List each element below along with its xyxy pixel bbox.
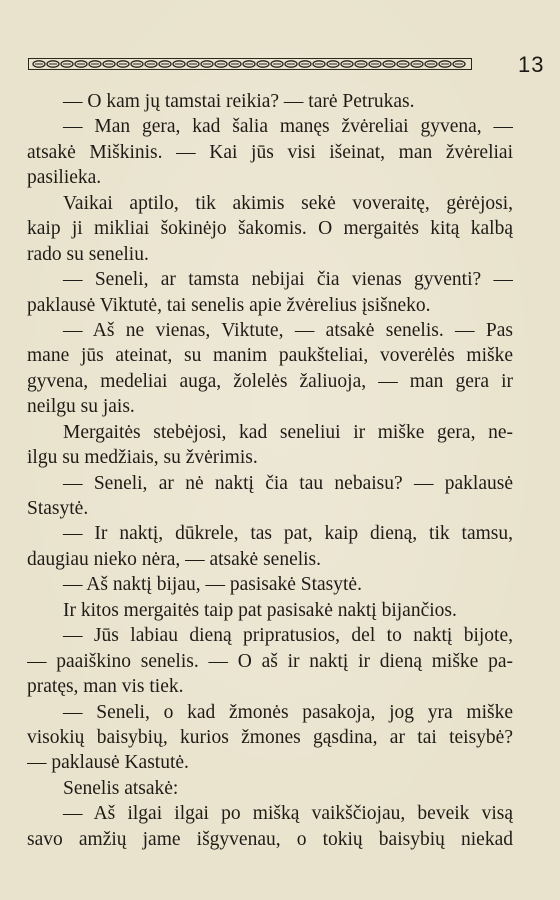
text-line: — O kam jų tamstai reikia? — tarė Petrukas. [63,91,415,112]
text-line: pratęs, man vis tiek. [27,676,184,698]
text-line: — Aš naktį bijau, — pasisakė Stasytė. [63,574,362,596]
text-line: — Jūs labiau dieną pripratusios, del to naktį bijote, [63,625,513,647]
text-line: rado su seneliu. [27,243,149,265]
text-line: paklausė Viktutė, tai senelis apie žvėrelius įsišneko. [27,294,431,316]
text-line: Senelis atsakė: [63,777,179,799]
text-line: daugiau nieko nėra, — atsakė senelis. [27,548,322,570]
text-line: mane jūs ateinat, su manim paukšteliai, voverėlės miške [27,345,513,367]
text-line: savo amžių jame išgyvenau, o tokių baisybių niekad [27,828,513,850]
decorative-border-ornament [28,58,472,70]
text-line: ilgu su medžiais, su žvėrimis. [27,447,258,469]
text-line: gyvena, medeliai auga, žolelės žaliuoja, — man gera ir [27,370,513,392]
page-number: 13 [518,52,545,77]
text-line: atsakė Miškinis. — Kai jūs visi išeinat, man žvėreliai [27,141,513,163]
text-line: — Aš ne vienas, Viktute, — atsakė senelis. — Pas [63,319,513,341]
text-line: pasilieka. [27,167,102,189]
text-line: Mergaitės stebėjosi, kad seneliui ir miške gera, ne- [63,421,513,443]
text-line: Ir kitos mergaitės taip pat pasisakė naktį bijančios. [63,599,457,621]
text-line: — Seneli, ar nė naktį čia tau nebaisu? — paklausė [63,472,513,494]
body-text [27,89,513,852]
text-line: — Aš ilgai ilgai po mišką vaikščiojau, beveik visą [63,803,513,825]
text-line: Vaikai aptilo, tik akimis sekė voveraitę, gėrėjosi, [63,192,513,214]
text-line: — Ir naktį, dūkrele, tas pat, kaip dieną, tik tamsu, [63,523,513,545]
page-header [28,52,548,78]
text-line: — paklausė Kastutė. [27,752,189,774]
text-line: visokių baisybių, kurios žmones gąsdina, ar tai teisybė? [27,726,513,748]
text-line: — Seneli, o kad žmonės pasakoja, jog yra miške [63,701,513,723]
text-line: — paaiškino senelis. — O aš ir naktį ir dieną miške pa- [27,650,513,672]
text-line: kaip ji mikliai šokinėjo šakomis. O mergaitės kitą kalbą [27,218,513,240]
text-line: — Seneli, ar tamsta nebijai čia vienas gyventi? — [63,269,513,291]
text-line: neilgu su jais. [27,396,135,418]
text-line: Stasytė. [27,498,89,519]
text-line: — Man gera, kad šalia manęs žvėreliai gyvena, — [63,116,513,138]
